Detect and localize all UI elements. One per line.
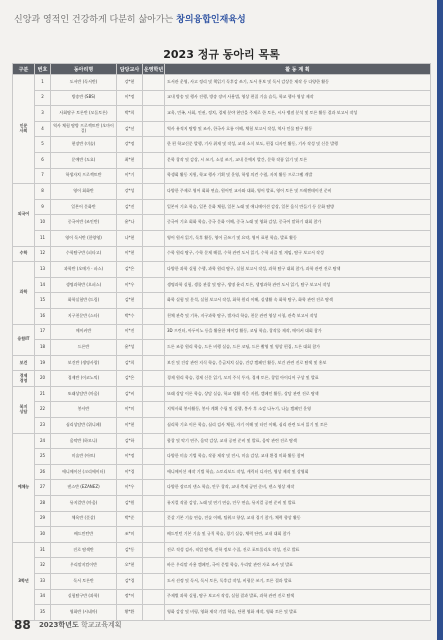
- club-table: [12, 63, 431, 621]
- club-number: 14: [35, 277, 51, 293]
- column-header-teacher: 담당교사: [117, 64, 143, 75]
- club-grade: [143, 75, 165, 91]
- club-activity: 드론 조종 원리 학습, 드론 비행 실습, 드론 코딩, 드론 촬영 및 영상 편집, 드론 대회 참가: [165, 340, 431, 356]
- club-teacher: 이*우: [117, 480, 143, 496]
- club-teacher: 김*하: [117, 433, 143, 449]
- club-number: 15: [35, 293, 51, 309]
- club-grade: [143, 121, 165, 137]
- club-teacher: 김*은: [117, 371, 143, 387]
- club-grade: [143, 496, 165, 512]
- club-grade: [143, 464, 165, 480]
- club-number: 10: [35, 215, 51, 231]
- subtitle-highlight: 창의융합인재육성: [176, 15, 246, 25]
- club-activity: 뮤지컬 작품 감상, 노래 및 연기 연습, 안무 연습, 뮤지컬 공연 준비 및 발표: [165, 496, 431, 512]
- table-row: [13, 293, 431, 309]
- club-number: 6: [35, 152, 51, 168]
- club-name: 배드민턴반: [51, 527, 117, 543]
- table-row: [13, 371, 431, 387]
- club-name: 실험탐구반 (과학): [51, 589, 117, 605]
- club-teacher: 박*수: [117, 308, 143, 324]
- club-teacher: 박*준: [117, 511, 143, 527]
- club-teacher: 이*기: [117, 168, 143, 184]
- table-row: [13, 433, 431, 449]
- club-name: 심리상담반 (위니페): [51, 418, 117, 434]
- club-teacher: 윤*성: [117, 340, 143, 356]
- club-teacher: 김*현: [117, 293, 143, 309]
- club-activity: 교내 방송 및 행사 진행, 방송 장비 사용법, 영상 편집 기술 습득, 학교 행사 영상 제작: [165, 90, 431, 106]
- club-activity: 다양한 과학 실험 수행, 과학 원리 탐구, 실험 보고서 작성, 과학 탐구 대회 참가, 과학 관련 진로 탐색: [165, 262, 431, 278]
- club-number: 25: [35, 449, 51, 465]
- club-activity: 진로 적성 검사, 직업 탐색, 진학 정보 수집, 진로 포트폴리오 작성, 진로 발표: [165, 542, 431, 558]
- club-teacher: 황*환: [117, 605, 143, 621]
- club-name: 현장반 (미술): [51, 137, 117, 153]
- table-row: [13, 402, 431, 418]
- club-name: 미술반 (아트): [51, 449, 117, 465]
- book-title: 학교교육계획: [80, 621, 122, 629]
- club-number: 13: [35, 262, 51, 278]
- category-cell: 복지 상담: [13, 386, 35, 433]
- page-footer: [14, 618, 122, 632]
- club-grade: [143, 277, 165, 293]
- club-table-body: [13, 75, 431, 621]
- club-activity: 경제 원리 학습, 경제 신문 읽기, 모의 주식 투자, 경제 토론, 창업 아이디어 구상 및 발표: [165, 371, 431, 387]
- club-activity: 지역사회 봉사활동, 봉사 계획 수립 및 실행, 봉사 후 소감 나누기, 나눔 캠페인 운영: [165, 402, 431, 418]
- category-cell: 경제 경영: [13, 371, 35, 387]
- club-name: 댄스반 (EZANEZ): [51, 480, 117, 496]
- table-row: [13, 152, 431, 168]
- club-number: 27: [35, 480, 51, 496]
- club-grade: [143, 246, 165, 262]
- club-teacher: 이*우: [117, 277, 143, 293]
- table-row: [13, 558, 431, 574]
- club-teacher: 김*은: [117, 262, 143, 278]
- category-cell: 인문 사회: [13, 75, 35, 184]
- category-cell: 수학: [13, 246, 35, 262]
- club-name: 화학실험반 (드림): [51, 293, 117, 309]
- club-number: 29: [35, 511, 51, 527]
- club-teacher: 강*현: [117, 75, 143, 91]
- club-activity: 역사 유적지 탐방 및 조사, 한국사 흐름 이해, 체험 보고서 작성, 역사 인물 탐구 활동: [165, 121, 431, 137]
- club-name: 영어 회화반: [51, 184, 117, 200]
- club-activity: 중국어 기초 회화 학습, 중국 문화 이해, 중국 노래 및 영화 감상, 중국어 말하기 대회 참가: [165, 215, 431, 231]
- table-row: [13, 324, 431, 340]
- club-activity: 천체 관측 및 기록, 지구과학 탐구, 별자리 학습, 천문 관련 영상 시청, 관측 보고서 작성: [165, 308, 431, 324]
- club-number: 32: [35, 558, 51, 574]
- club-name: 또래상담반 (마음): [51, 386, 117, 402]
- table-row: [13, 277, 431, 293]
- club-grade: [143, 355, 165, 371]
- table-row: [13, 168, 431, 184]
- club-number: 11: [35, 230, 51, 246]
- club-grade: [143, 605, 165, 621]
- club-grade: [143, 184, 165, 200]
- club-number: 22: [35, 402, 51, 418]
- club-activity: 애니메이션 제작 기법 학습, 스토리보드 작성, 캐릭터 디자인, 영상 제작 및 상영회: [165, 464, 431, 480]
- club-teacher: 조*미: [117, 527, 143, 543]
- column-header-club-name: 동아리명: [51, 64, 117, 75]
- club-number: 2: [35, 90, 51, 106]
- club-teacher: 강*성: [117, 184, 143, 200]
- club-grade: [143, 511, 165, 527]
- club-grade: [143, 308, 165, 324]
- club-number: 17: [35, 324, 51, 340]
- club-activity: 3D 프린터, 아두이노 등을 활용한 메이킹 활동, 코딩 학습, 창작물 제작, 메이커 대회 참가: [165, 324, 431, 340]
- club-activity: 풋살 기본 기술 연습, 전술 이해, 팀워크 향상, 교내 경기 참가, 체력 향상 활동: [165, 511, 431, 527]
- club-grade: [143, 230, 165, 246]
- club-teacher: 김*희: [117, 355, 143, 371]
- club-grade: [143, 152, 165, 168]
- club-name: 역사 체험 탐방 프로젝트반 (오마이걸): [51, 121, 117, 137]
- club-name: 메이커반: [51, 324, 117, 340]
- club-grade: [143, 542, 165, 558]
- club-activity: 또래 상담 이론 학습, 상담 실습, 학교 생활 적응 지원, 캠페인 활동, 상담 관련 진로 탐색: [165, 386, 431, 402]
- club-activity: 도서 선정 및 독서, 독서 토론, 독후감 작성, 비평문 쓰기, 토론 결과 발표: [165, 574, 431, 590]
- club-teacher: 이*경: [117, 464, 143, 480]
- table-row: [13, 137, 431, 153]
- book-year: 2023학년도: [38, 621, 79, 629]
- club-number: 33: [35, 574, 51, 590]
- club-teacher: 김*비: [117, 386, 143, 402]
- club-number: 19: [35, 355, 51, 371]
- club-grade: [143, 168, 165, 184]
- table-row: [13, 75, 431, 91]
- club-number: 30: [35, 527, 51, 543]
- table-row: [13, 589, 431, 605]
- club-number: 26: [35, 464, 51, 480]
- club-teacher: 나*현: [117, 230, 143, 246]
- table-row: [13, 449, 431, 465]
- table-row: [13, 262, 431, 278]
- page-title: 2023 정규 동아리 목록: [163, 48, 280, 61]
- club-grade: [143, 215, 165, 231]
- club-number: 35: [35, 605, 51, 621]
- club-number: 4: [35, 121, 51, 137]
- club-grade: [143, 449, 165, 465]
- club-name: 보건반 (생명사랑): [51, 355, 117, 371]
- club-activity: 바른 우리말 사용 캠페인, 국어 문법 학습, 우리말 관련 자료 조사 및 발표: [165, 558, 431, 574]
- club-name: 영어 독서반 (한양영): [51, 230, 117, 246]
- club-grade: [143, 371, 165, 387]
- table-row: [13, 511, 431, 527]
- column-header-grade: 운영학년: [143, 64, 165, 75]
- club-grade: [143, 386, 165, 402]
- club-teacher: 이*미: [117, 402, 143, 418]
- club-name: 진로 탐색반: [51, 542, 117, 558]
- club-name: 드론반: [51, 340, 117, 356]
- table-row: [13, 230, 431, 246]
- table-row: [13, 496, 431, 512]
- table-row: [13, 480, 431, 496]
- table-row: [13, 308, 431, 324]
- club-activity: 도서관 운영, 사고 정리 및 책읽기 독후감 쓰기, 도서 홍보 및 독서 감상문 제작 등 다양한 활동: [165, 75, 431, 91]
- club-activity: 영어 원서 읽기, 독후 활동, 영어 글쓰기 및 요약, 영어 표현 학습, 발표 활동: [165, 230, 431, 246]
- club-grade: [143, 324, 165, 340]
- club-activity: 배드민턴 기본 기술 및 규칙 학습, 경기 실습, 체력 단련, 교내 대회 참가: [165, 527, 431, 543]
- club-activity: 심리학 기초 이론 학습, 심리 검사 체험, 자기 이해 및 타인 이해, 심리 관련 도서 읽기 및 토론: [165, 418, 431, 434]
- club-teacher: 이*현: [117, 246, 143, 262]
- category-cell: 보건: [13, 355, 35, 371]
- page-number: 88: [14, 618, 31, 632]
- club-grade: [143, 589, 165, 605]
- club-teacher: 정*이: [117, 589, 143, 605]
- club-activity: 다양한 주제로 영어 회화 연습, 원어민 교사와 대화, 영어 발표, 영어 토론 및 프레젠테이션 준비: [165, 184, 431, 200]
- club-number: 34: [35, 589, 51, 605]
- club-name: 경제반 (이코노믹): [51, 371, 117, 387]
- club-teacher: 이*정: [117, 449, 143, 465]
- club-activity: 보건 및 건강 관련 지식 학습, 응급처치 실습, 건강 캠페인 활동, 보건 관련 진로 탐색 및 홍보: [165, 355, 431, 371]
- club-grade: [143, 402, 165, 418]
- club-activity: 영화 감상 및 비평, 영화 제작 기법 학습, 단편 영화 제작, 영화 토론 및 발표: [165, 605, 431, 621]
- club-name: 문예반 (도요): [51, 152, 117, 168]
- club-teacher: 이*현: [117, 418, 143, 434]
- club-number: 7: [35, 168, 51, 184]
- club-name: 체육반 (풋살): [51, 511, 117, 527]
- club-name: 봉사반: [51, 402, 117, 418]
- club-activity: 화학 실험 및 분석, 실험 보고서 작성, 화학 원리 이해, 실생활 속 화학 탐구, 화학 관련 진로 탐색: [165, 293, 431, 309]
- club-grade: [143, 480, 165, 496]
- club-number: 28: [35, 496, 51, 512]
- table-row: [13, 464, 431, 480]
- club-activity: 다양한 장르의 댄스 학습, 안무 창작, 교내 축제 공연 준비, 댄스 영상 제작: [165, 480, 431, 496]
- page-subtitle: [14, 12, 429, 25]
- club-activity: 주제별 과학 실험, 탐구 보고서 작성, 실험 결과 발표, 과학 관련 진로 탐색: [165, 589, 431, 605]
- club-activity: 합창 및 악기 연주, 음악 감상, 교내 공연 준비 및 발표, 음악 관련 진로 탐색: [165, 433, 431, 449]
- club-name: 독서 토론반: [51, 574, 117, 590]
- club-teacher: 이*정: [117, 90, 143, 106]
- club-activity: 한 편 학교신문 발행, 기사 취재 및 작성, 교내 소식 보도, 편집 디자인 활동, 기사 작성 및 신문 발행: [165, 137, 431, 153]
- club-name: 음악반 (하모니): [51, 433, 117, 449]
- club-name: 지구천문반 (스타): [51, 308, 117, 324]
- club-name: 일본어 문화반: [51, 199, 117, 215]
- category-cell: 외국어: [13, 184, 35, 246]
- club-name: 방송반 (SBS): [51, 90, 117, 106]
- table-row: [13, 418, 431, 434]
- club-grade: [143, 527, 165, 543]
- club-grade: [143, 106, 165, 122]
- page-edge-tab: [437, 0, 443, 640]
- club-name: 애니메이션 (크리에이터): [51, 464, 117, 480]
- club-name: 수학탐구반 (피타고): [51, 246, 117, 262]
- club-name: 우리말지킴이반: [51, 558, 117, 574]
- club-grade: [143, 293, 165, 309]
- club-teacher: 최*현: [117, 152, 143, 168]
- table-row: [13, 246, 431, 262]
- club-teacher: 강*정: [117, 137, 143, 153]
- club-grade: [143, 90, 165, 106]
- club-number: 21: [35, 386, 51, 402]
- club-activity: 문학 창작 및 감상, 시 쓰기, 소설 쓰기, 교내 문예지 발간, 문학 작품 읽기 및 토론: [165, 152, 431, 168]
- table-row: [13, 355, 431, 371]
- column-header-category: 구분: [13, 64, 35, 75]
- club-grade: [143, 340, 165, 356]
- club-number: 8: [35, 184, 51, 200]
- club-teacher: 이*진: [117, 324, 143, 340]
- table-row: [13, 386, 431, 402]
- club-number: 18: [35, 340, 51, 356]
- club-number: 9: [35, 199, 51, 215]
- club-number: 23: [35, 418, 51, 434]
- club-activity: 수학 원리 탐구, 수학 문제 해결, 수학 관련 도서 읽기, 수학 퍼즐 및 게임, 탐구 보고서 작성: [165, 246, 431, 262]
- club-teacher: 김*경: [117, 574, 143, 590]
- club-teacher: 윤*나: [117, 215, 143, 231]
- club-grade: [143, 558, 165, 574]
- club-activity: 교육, 민족, 사회, 인권, 정치, 경제 분야 현안을 주제로 한 토론, 시사 쟁점 분석 및 토론 활동 결과 보고서 작성: [165, 106, 431, 122]
- table-header-row: [13, 64, 431, 75]
- club-teacher: 김*원: [117, 496, 143, 512]
- table-row: [13, 184, 431, 200]
- subtitle-prefix: 신앙과 영적인 건강하게 다분히 삶아가는: [14, 15, 174, 25]
- table-row: [13, 527, 431, 543]
- category-cell: 과학: [13, 262, 35, 324]
- club-number: 3: [35, 106, 51, 122]
- table-row: [13, 574, 431, 590]
- club-number: 20: [35, 371, 51, 387]
- club-teacher: 김*진: [117, 199, 143, 215]
- club-name: 학생자치 프로젝트반: [51, 168, 117, 184]
- table-row: [13, 215, 431, 231]
- category-cell: 예체능: [13, 433, 35, 542]
- club-activity: 학생회 활동 지원, 학교 행사 기획 및 운영, 학생 의견 수렴, 자치 활동 프로그램 개발: [165, 168, 431, 184]
- club-name: 영화반 (시네마): [51, 605, 117, 621]
- club-grade: [143, 433, 165, 449]
- club-number: 24: [35, 433, 51, 449]
- club-activity: 다양한 미술 기법 학습, 작품 제작 및 전시, 미술 감상, 교내 환경 미화 활동 참여: [165, 449, 431, 465]
- club-grade: [143, 262, 165, 278]
- club-activity: 생명과학 실험, 생물 관찰 및 탐구, 생명 윤리 토론, 생명과학 관련 도서 읽기, 탐구 보고서 작성: [165, 277, 431, 293]
- club-grade: [143, 199, 165, 215]
- club-grade: [143, 137, 165, 153]
- club-activity: 일본어 기초 학습, 일본 문화 체험, 일본 노래 및 애니메이션 감상, 일본 음식 만들기 등 문화 탐방: [165, 199, 431, 215]
- club-number: 16: [35, 308, 51, 324]
- club-name: 뮤지컬반 (마음): [51, 496, 117, 512]
- club-teacher: 박*희: [117, 106, 143, 122]
- club-grade: [143, 418, 165, 434]
- club-name: 도서반 (독서반): [51, 75, 117, 91]
- table-row: [13, 121, 431, 137]
- club-number: 1: [35, 75, 51, 91]
- club-grade: [143, 574, 165, 590]
- column-header-number: 번호: [35, 64, 51, 75]
- category-cell: 3학년: [13, 542, 35, 620]
- club-name: 중국어반 (조인반): [51, 215, 117, 231]
- table-row: [13, 340, 431, 356]
- table-row: [13, 199, 431, 215]
- table-row: [13, 90, 431, 106]
- club-teacher: 김*선: [117, 121, 143, 137]
- column-header-activity: 활 동 계 획: [165, 64, 431, 75]
- club-name: 과학반 (오메가 · 파스): [51, 262, 117, 278]
- table-row: [13, 542, 431, 558]
- club-number: 5: [35, 137, 51, 153]
- club-number: 31: [35, 542, 51, 558]
- club-number: 12: [35, 246, 51, 262]
- club-teacher: 오*현: [117, 558, 143, 574]
- club-name: 사회탐구 토론반 (모둠토론): [51, 106, 117, 122]
- club-name: 생명과학반 (오퍼스): [51, 277, 117, 293]
- table-row: [13, 106, 431, 122]
- category-cell: 융합IT: [13, 324, 35, 355]
- club-teacher: 김*동: [117, 542, 143, 558]
